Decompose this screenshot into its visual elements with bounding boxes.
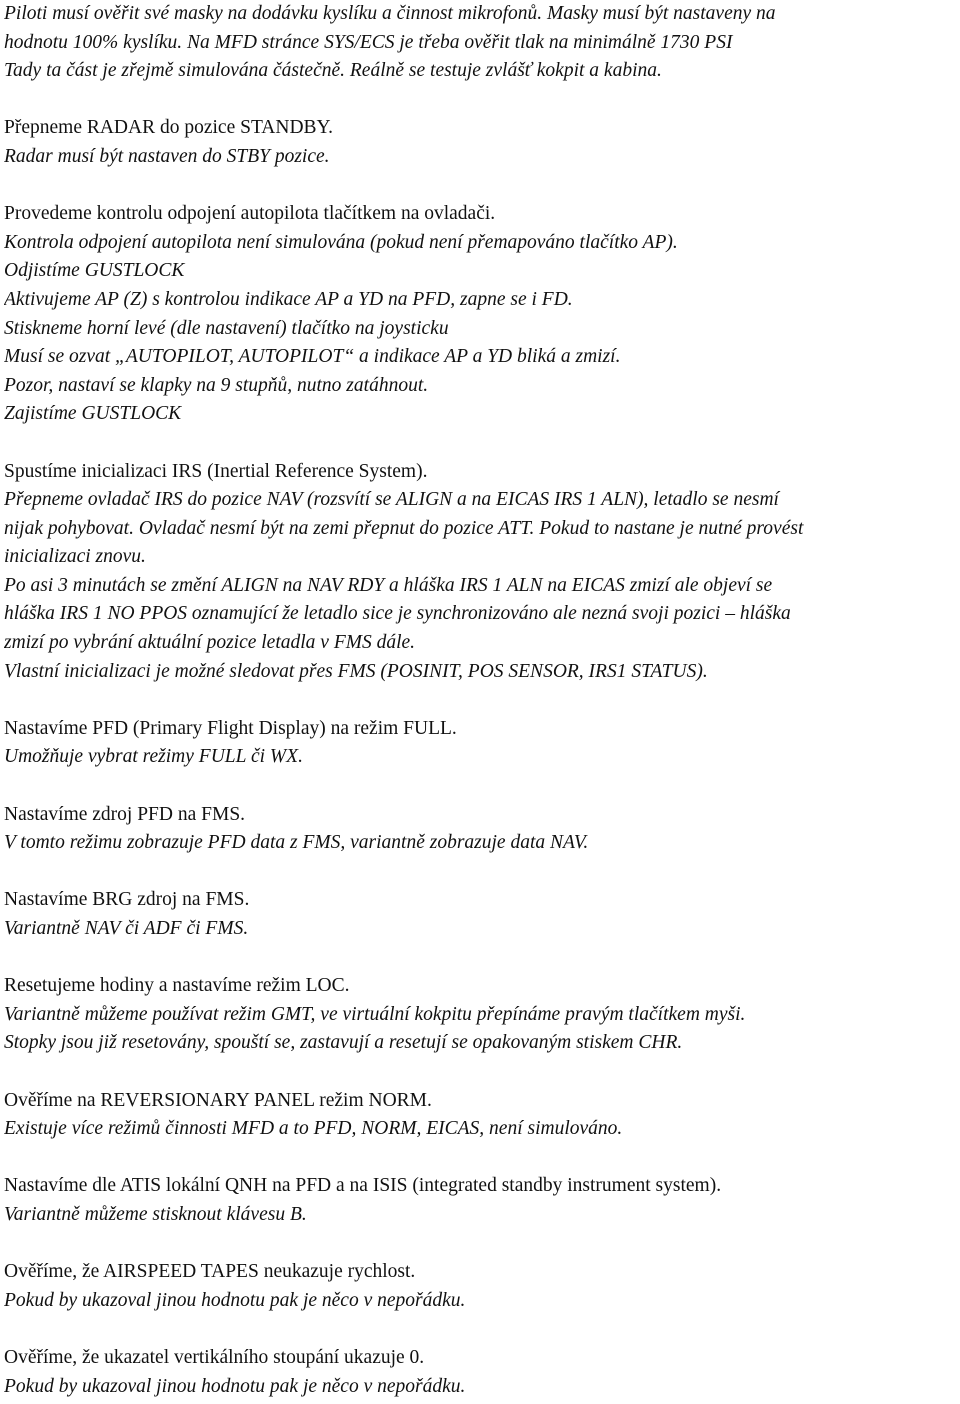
section-irs (4, 458, 958, 687)
paragraph-gap (4, 1230, 958, 1259)
paragraph-gap (4, 686, 958, 715)
instruction-line: Ověříme na REVERSIONARY PANEL režim NORM. (4, 1089, 432, 1111)
paragraph-gap (4, 1058, 958, 1087)
note-line: Stiskneme horní levé (dle nastavení) tlačítko na joysticku (4, 317, 449, 339)
note-line: Variantně můžeme stisknout klávesu B. (4, 1203, 307, 1225)
instruction-line: Spustíme inicializaci IRS (Inertial Reference System). (4, 460, 428, 482)
note-line: Musí se ozvat „AUTOPILOT, AUTOPILOT“ a indikace AP a YD bliká a zmizí. (4, 346, 621, 368)
section-clock (4, 972, 958, 1058)
note-line: Variantně NAV či ADF či FMS. (4, 918, 249, 939)
section-reversionary (4, 1087, 958, 1144)
instruction-line: Nastavíme zdroj PFD na FMS. (4, 803, 246, 825)
section-radar (4, 114, 958, 171)
section-brg (4, 886, 958, 943)
note-line: Vlastní inicializaci je možné sledovat přes FMS (POSINIT, POS SENSOR, IRS1 STATUS). (4, 660, 708, 682)
section-autopilot (4, 200, 958, 429)
instruction-line: Ověříme, že ukazatel vertikálního stoupání ukazuje 0. (4, 1346, 425, 1368)
instruction-line: Přepneme RADAR do pozice STANDBY. (4, 117, 334, 139)
text-line: hodnotu 100% kyslíku. Na MFD stránce SYS/ECS je třeba ověřit tlak na minimálně 1730 PSI (4, 31, 733, 53)
paragraph-gap (4, 944, 958, 973)
instruction-line: Ověříme, že AIRSPEED TAPES neukazuje rychlost. (4, 1261, 416, 1283)
instruction-line: Nastavíme dle ATIS lokální QNH na PFD a na ISIS (integrated standby instrument system). (4, 1175, 722, 1197)
paragraph-gap (4, 772, 958, 801)
document-body (4, 0, 958, 1401)
note-line: Po asi 3 minutách se změní ALIGN na NAV RDY a hláška IRS 1 ALN na EICAS zmizí ale objeví se (4, 574, 773, 596)
section-masks (4, 0, 958, 86)
instruction-line: Resetujeme hodiny a nastavíme režim LOC. (4, 975, 350, 997)
note-line: Pokud by ukazoval jinou hodnotu pak je něco v nepořádku. (4, 1289, 466, 1311)
note-line: Pozor, nastaví se klapky na 9 stupňů, nutno zatáhnout. (4, 374, 429, 396)
section-qnh (4, 1172, 958, 1229)
note-line: Odjistíme GUSTLOCK (4, 260, 185, 282)
note-line: Radar musí být nastaven do STBY pozice. (4, 145, 330, 167)
paragraph-gap (4, 429, 958, 458)
note-line: Umožňuje vybrat režimy FULL či WX. (4, 746, 303, 768)
section-pfd-source (4, 801, 958, 858)
text-line: Tady ta část je zřejmě simulována částečně. Reálně se testuje zvlášť kokpit a kabina. (4, 60, 662, 82)
note-line: Pokud by ukazoval jinou hodnotu pak je něco v nepořádku. (4, 1375, 466, 1397)
note-line: zmizí po vybrání aktuální pozice letadla v FMS dále. (4, 632, 416, 654)
section-vsi (4, 1344, 958, 1401)
section-airspeed (4, 1258, 958, 1315)
paragraph-gap (4, 1315, 958, 1344)
note-line: hláška IRS 1 NO PPOS oznamující že letadlo sice je synchronizováno ale nezná svoji pozici – hláška (4, 603, 791, 625)
paragraph-gap (4, 172, 958, 201)
note-line: Stopky jsou již resetovány, spouští se, zastavují a resetují se opakovaným stiskem CHR. (4, 1032, 683, 1054)
note-line: Aktivujeme AP (Z) s kontrolou indikace AP a YD na PFD, zapne se i FD. (4, 288, 573, 310)
note-line: Existuje více režimů činnosti MFD a to PFD, NORM, EICAS, není simulováno. (4, 1118, 623, 1140)
note-line: Variantně můžeme používat režim GMT, ve virtuální kokpitu přepínáme pravým tlačítkem myši. (4, 1003, 746, 1025)
note-line: Kontrola odpojení autopilota není simulována (pokud není přemapováno tlačítko AP). (4, 231, 678, 253)
note-line: Přepneme ovladač IRS do pozice NAV (rozsvítí se ALIGN a na EICAS IRS 1 ALN), letadlo se nesmí (4, 489, 779, 511)
section-pfd-mode (4, 715, 958, 772)
text-line: Piloti musí ověřit své masky na dodávku kyslíku a činnost mikrofonů. Masky musí být nastaveny na (4, 3, 776, 24)
note-line: nijak pohybovat. Ovladač nesmí být na zemi přepnut do pozice ATT. Pokud to nastane je nutné provést (4, 517, 804, 539)
instruction-line: Nastavíme PFD (Primary Flight Display) na režim FULL. (4, 717, 457, 739)
note-line: Zajistíme GUSTLOCK (4, 403, 182, 425)
note-line: inicializaci znovu. (4, 546, 146, 568)
note-line: V tomto režimu zobrazuje PFD data z FMS, variantně zobrazuje data NAV. (4, 832, 589, 854)
paragraph-gap (4, 86, 958, 115)
instruction-line: Provedeme kontrolu odpojení autopilota tlačítkem na ovladači. (4, 203, 496, 225)
paragraph-gap (4, 858, 958, 887)
paragraph-gap (4, 1144, 958, 1173)
instruction-line: Nastavíme BRG zdroj na FMS. (4, 889, 250, 911)
